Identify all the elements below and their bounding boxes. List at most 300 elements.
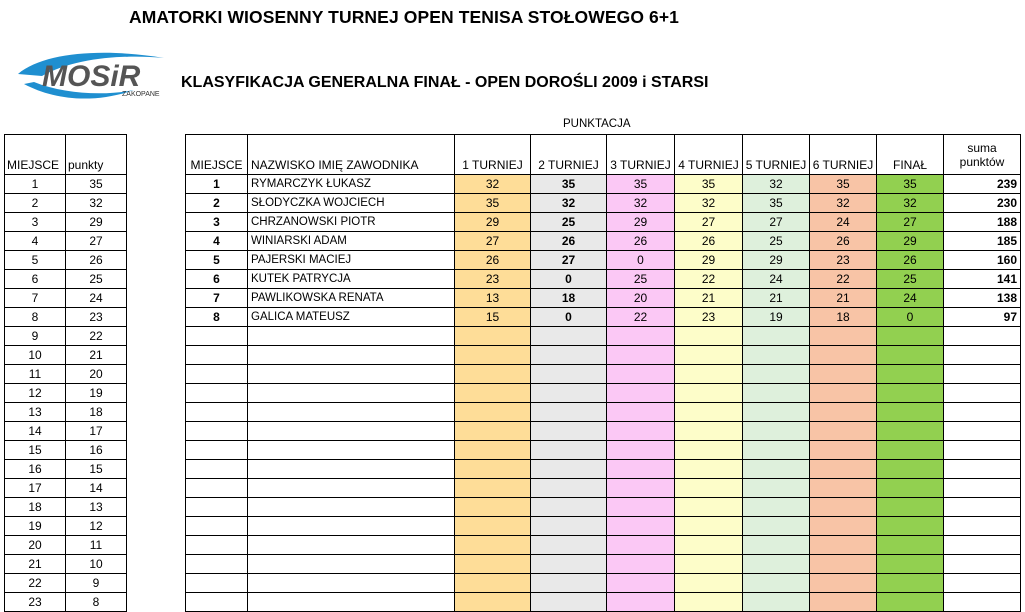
empty-cell [944, 555, 1021, 574]
empty-cell [531, 574, 607, 593]
points-row-value: 21 [66, 346, 127, 365]
points-row-value: 26 [66, 251, 127, 270]
empty-cell [675, 517, 743, 536]
tournament-1-score: 13 [455, 289, 531, 308]
points-row-value: 27 [66, 232, 127, 251]
total-points: 160 [944, 251, 1021, 270]
empty-cell [248, 346, 455, 365]
empty-cell [944, 460, 1021, 479]
player-name: PAWLIKOWSKA RENATA [248, 289, 455, 308]
tournament-5-header: 5 TURNIEJ [743, 135, 810, 175]
empty-cell [607, 574, 675, 593]
tournament-2-score: 0 [531, 270, 607, 289]
tournament-4-score: 27 [675, 213, 743, 232]
points-row [5, 175, 127, 194]
empty-row [186, 346, 1021, 365]
tournament-2-score: 27 [531, 251, 607, 270]
points-row-place: 11 [5, 365, 66, 384]
empty-cell [743, 384, 810, 403]
result-place: 4 [186, 232, 248, 251]
points-row [5, 232, 127, 251]
tournament-6-score: 22 [810, 270, 877, 289]
empty-cell [531, 403, 607, 422]
empty-cell [810, 517, 877, 536]
points-row-place: 19 [5, 517, 66, 536]
empty-cell [607, 422, 675, 441]
empty-cell [531, 536, 607, 555]
empty-cell [248, 460, 455, 479]
points-row-value: 35 [66, 175, 127, 194]
tournament-4-score: 22 [675, 270, 743, 289]
tournament-1-score: 15 [455, 308, 531, 327]
empty-cell [944, 384, 1021, 403]
points-row [5, 498, 127, 517]
empty-cell [186, 593, 248, 612]
empty-cell [743, 555, 810, 574]
empty-cell [607, 536, 675, 555]
empty-cell [743, 460, 810, 479]
tournament-1-score: 26 [455, 251, 531, 270]
points-row-value: 25 [66, 270, 127, 289]
empty-cell [810, 422, 877, 441]
empty-cell [248, 574, 455, 593]
result-place: 7 [186, 289, 248, 308]
empty-cell [877, 593, 944, 612]
empty-cell [248, 441, 455, 460]
empty-cell [607, 555, 675, 574]
points-row-value: 29 [66, 213, 127, 232]
points-row-place: 20 [5, 536, 66, 555]
tournament-1-score: 35 [455, 194, 531, 213]
empty-cell [186, 441, 248, 460]
total-points: 230 [944, 194, 1021, 213]
tournament-2-score: 25 [531, 213, 607, 232]
tournament-3-header: 3 TURNIEJ [607, 135, 675, 175]
tournament-2-score: 18 [531, 289, 607, 308]
result-row [186, 194, 1021, 213]
points-row-place: 16 [5, 460, 66, 479]
empty-cell [607, 365, 675, 384]
points-row [5, 536, 127, 555]
empty-cell [455, 574, 531, 593]
empty-row [186, 422, 1021, 441]
tournament-1-score: 29 [455, 213, 531, 232]
player-name: WINIARSKI ADAM [248, 232, 455, 251]
empty-cell [877, 403, 944, 422]
player-name: RYMARCZYK ŁUKASZ [248, 175, 455, 194]
total-points: 141 [944, 270, 1021, 289]
points-row [5, 194, 127, 213]
points-row-place: 14 [5, 422, 66, 441]
empty-cell [455, 517, 531, 536]
points-row [5, 270, 127, 289]
result-place: 2 [186, 194, 248, 213]
empty-cell [944, 403, 1021, 422]
empty-cell [607, 593, 675, 612]
tournament-6-score: 26 [810, 232, 877, 251]
points-row-value: 13 [66, 498, 127, 517]
empty-cell [248, 479, 455, 498]
empty-cell [455, 327, 531, 346]
empty-cell [607, 479, 675, 498]
total-points: 239 [944, 175, 1021, 194]
points-row [5, 251, 127, 270]
final-score: 32 [877, 194, 944, 213]
empty-cell [455, 460, 531, 479]
sum-header [944, 135, 1021, 175]
points-row [5, 441, 127, 460]
place-header: MIEJSCE [5, 135, 66, 175]
points-row [5, 327, 127, 346]
points-row-value: 24 [66, 289, 127, 308]
points-row [5, 403, 127, 422]
empty-cell [531, 479, 607, 498]
total-points: 138 [944, 289, 1021, 308]
empty-row [186, 403, 1021, 422]
result-place: 6 [186, 270, 248, 289]
points-row [5, 289, 127, 308]
empty-cell [186, 574, 248, 593]
empty-cell [810, 574, 877, 593]
points-table-header [5, 135, 127, 175]
points-row-place: 17 [5, 479, 66, 498]
empty-cell [675, 536, 743, 555]
empty-cell [944, 593, 1021, 612]
empty-cell [531, 346, 607, 365]
empty-cell [675, 460, 743, 479]
tournament-6-header: 6 TURNIEJ [810, 135, 877, 175]
result-place: 3 [186, 213, 248, 232]
points-row-place: 13 [5, 403, 66, 422]
empty-cell [531, 365, 607, 384]
result-row [186, 232, 1021, 251]
empty-cell [531, 555, 607, 574]
result-row [186, 251, 1021, 270]
empty-cell [455, 441, 531, 460]
empty-row [186, 460, 1021, 479]
tournament-2-score: 32 [531, 194, 607, 213]
empty-cell [675, 403, 743, 422]
tournament-6-score: 24 [810, 213, 877, 232]
points-row-place: 4 [5, 232, 66, 251]
tournament-1-score: 23 [455, 270, 531, 289]
empty-cell [455, 403, 531, 422]
empty-cell [944, 517, 1021, 536]
empty-cell [455, 384, 531, 403]
points-row [5, 517, 127, 536]
tournament-4-header: 4 TURNIEJ [675, 135, 743, 175]
tournament-5-score: 32 [743, 175, 810, 194]
total-points: 188 [944, 213, 1021, 232]
tournament-5-score: 35 [743, 194, 810, 213]
empty-cell [810, 441, 877, 460]
tournament-2-header: 2 TURNIEJ [531, 135, 607, 175]
empty-cell [810, 327, 877, 346]
player-name: CHRZANOWSKI PIOTR [248, 213, 455, 232]
points-row-place: 12 [5, 384, 66, 403]
tournament-4-score: 26 [675, 232, 743, 251]
points-row-place: 1 [5, 175, 66, 194]
points-row-value: 32 [66, 194, 127, 213]
empty-cell [810, 460, 877, 479]
empty-cell [186, 536, 248, 555]
tournament-3-score: 26 [607, 232, 675, 251]
empty-cell [743, 403, 810, 422]
points-row-place: 23 [5, 593, 66, 612]
place-header: MIEJSCE [186, 135, 248, 175]
result-row [186, 270, 1021, 289]
empty-cell [455, 479, 531, 498]
empty-cell [743, 593, 810, 612]
empty-row [186, 517, 1021, 536]
empty-cell [455, 365, 531, 384]
empty-cell [186, 422, 248, 441]
empty-cell [607, 441, 675, 460]
tournament-3-score: 20 [607, 289, 675, 308]
empty-cell [810, 536, 877, 555]
empty-cell [743, 479, 810, 498]
tournament-6-score: 32 [810, 194, 877, 213]
empty-cell [944, 536, 1021, 555]
empty-cell [675, 574, 743, 593]
tournament-6-score: 35 [810, 175, 877, 194]
empty-cell [607, 327, 675, 346]
empty-cell [248, 327, 455, 346]
empty-cell [810, 555, 877, 574]
points-row-place: 21 [5, 555, 66, 574]
points-row-place: 5 [5, 251, 66, 270]
tournament-3-score: 32 [607, 194, 675, 213]
points-row-value: 16 [66, 441, 127, 460]
empty-cell [248, 593, 455, 612]
points-row-value: 17 [66, 422, 127, 441]
scoring-group-label: PUNKTACJA [563, 118, 631, 130]
tournament-3-score: 0 [607, 251, 675, 270]
empty-cell [186, 555, 248, 574]
points-row-place: 22 [5, 574, 66, 593]
empty-cell [944, 441, 1021, 460]
empty-cell [877, 498, 944, 517]
points-row-value: 20 [66, 365, 127, 384]
tournament-4-score: 29 [675, 251, 743, 270]
empty-row [186, 555, 1021, 574]
tournament-4-score: 32 [675, 194, 743, 213]
empty-cell [607, 460, 675, 479]
empty-cell [607, 517, 675, 536]
empty-cell [944, 498, 1021, 517]
final-score: 35 [877, 175, 944, 194]
empty-cell [944, 346, 1021, 365]
empty-cell [675, 422, 743, 441]
tournament-5-score: 19 [743, 308, 810, 327]
points-row-value: 8 [66, 593, 127, 612]
points-row-value: 23 [66, 308, 127, 327]
final-header: FINAŁ [877, 135, 944, 175]
empty-cell [944, 365, 1021, 384]
player-name: KUTEK PATRYCJA [248, 270, 455, 289]
points-row [5, 422, 127, 441]
empty-cell [877, 422, 944, 441]
tournament-4-score: 35 [675, 175, 743, 194]
empty-cell [877, 365, 944, 384]
empty-cell [877, 441, 944, 460]
empty-cell [248, 384, 455, 403]
empty-cell [455, 593, 531, 612]
points-row-place: 9 [5, 327, 66, 346]
points-row [5, 479, 127, 498]
empty-cell [455, 498, 531, 517]
name-header: NAZWISKO IMIĘ ZAWODNIKA [248, 135, 455, 175]
tournament-5-score: 24 [743, 270, 810, 289]
tournament-5-score: 27 [743, 213, 810, 232]
tournament-1-header: 1 TURNIEJ [455, 135, 531, 175]
points-row-place: 3 [5, 213, 66, 232]
player-name: PAJERSKI MACIEJ [248, 251, 455, 270]
points-row-value: 10 [66, 555, 127, 574]
empty-cell [531, 517, 607, 536]
empty-cell [743, 574, 810, 593]
empty-cell [186, 346, 248, 365]
final-score: 0 [877, 308, 944, 327]
empty-row [186, 593, 1021, 612]
empty-cell [186, 498, 248, 517]
page-subtitle: KLASYFIKACJA GENERALNA FINAŁ - OPEN DOROŚLI 2009 i STARSI [181, 74, 709, 91]
empty-cell [248, 498, 455, 517]
final-score: 26 [877, 251, 944, 270]
tournament-6-score: 18 [810, 308, 877, 327]
empty-cell [675, 498, 743, 517]
empty-cell [810, 403, 877, 422]
points-row-place: 6 [5, 270, 66, 289]
points-row [5, 555, 127, 574]
total-points: 185 [944, 232, 1021, 251]
points-row-place: 10 [5, 346, 66, 365]
empty-cell [531, 422, 607, 441]
points-row-place: 18 [5, 498, 66, 517]
empty-cell [186, 460, 248, 479]
empty-row [186, 536, 1021, 555]
points-row-value: 15 [66, 460, 127, 479]
empty-cell [675, 479, 743, 498]
page-title: AMATORKI WIOSENNY TURNEJ OPEN TENISA STOŁOWEGO 6+1 [129, 7, 680, 27]
points-row [5, 384, 127, 403]
result-place: 1 [186, 175, 248, 194]
empty-cell [607, 346, 675, 365]
empty-cell [810, 593, 877, 612]
empty-cell [743, 365, 810, 384]
points-row [5, 365, 127, 384]
result-row [186, 175, 1021, 194]
empty-cell [877, 384, 944, 403]
result-row [186, 213, 1021, 232]
points-row-place: 8 [5, 308, 66, 327]
empty-cell [743, 536, 810, 555]
empty-cell [810, 384, 877, 403]
svg-text:MOSiR: MOSiR [42, 60, 141, 93]
tournament-5-score: 25 [743, 232, 810, 251]
empty-cell [675, 441, 743, 460]
player-name: SŁODYCZKA WOJCIECH [248, 194, 455, 213]
empty-cell [877, 574, 944, 593]
points-row [5, 593, 127, 612]
sum-header-line2: punktów [959, 154, 1005, 169]
empty-cell [607, 384, 675, 403]
empty-cell [248, 555, 455, 574]
points-table [4, 134, 127, 612]
points-row-value: 11 [66, 536, 127, 555]
final-score: 25 [877, 270, 944, 289]
points-row-value: 14 [66, 479, 127, 498]
empty-cell [675, 346, 743, 365]
empty-cell [248, 517, 455, 536]
empty-cell [877, 460, 944, 479]
result-place: 8 [186, 308, 248, 327]
empty-cell [248, 422, 455, 441]
tournament-3-score: 25 [607, 270, 675, 289]
points-row [5, 213, 127, 232]
empty-cell [186, 384, 248, 403]
empty-cell [810, 365, 877, 384]
empty-cell [186, 403, 248, 422]
tournament-6-score: 23 [810, 251, 877, 270]
empty-cell [186, 327, 248, 346]
result-row [186, 289, 1021, 308]
empty-row [186, 384, 1021, 403]
empty-cell [248, 403, 455, 422]
empty-cell [877, 555, 944, 574]
empty-cell [531, 593, 607, 612]
empty-cell [186, 517, 248, 536]
points-header: punkty [66, 135, 127, 175]
points-row-value: 12 [66, 517, 127, 536]
tournament-2-score: 26 [531, 232, 607, 251]
empty-cell [944, 479, 1021, 498]
final-score: 29 [877, 232, 944, 251]
points-row-value: 9 [66, 574, 127, 593]
empty-cell [675, 327, 743, 346]
empty-cell [248, 536, 455, 555]
points-row [5, 460, 127, 479]
player-name: GALICA MATEUSZ [248, 308, 455, 327]
empty-row [186, 479, 1021, 498]
empty-cell [877, 479, 944, 498]
points-row-place: 7 [5, 289, 66, 308]
empty-cell [186, 365, 248, 384]
empty-cell [743, 517, 810, 536]
empty-cell [743, 498, 810, 517]
points-row-place: 2 [5, 194, 66, 213]
empty-cell [877, 517, 944, 536]
tournament-3-score: 35 [607, 175, 675, 194]
empty-cell [675, 384, 743, 403]
points-row-value: 18 [66, 403, 127, 422]
empty-cell [455, 536, 531, 555]
points-row-value: 19 [66, 384, 127, 403]
points-row-value: 22 [66, 327, 127, 346]
tournament-4-score: 23 [675, 308, 743, 327]
empty-row [186, 498, 1021, 517]
tournament-5-score: 21 [743, 289, 810, 308]
points-row-place: 15 [5, 441, 66, 460]
empty-cell [675, 365, 743, 384]
empty-cell [607, 403, 675, 422]
empty-row [186, 327, 1021, 346]
empty-cell [944, 422, 1021, 441]
empty-row [186, 365, 1021, 384]
empty-cell [877, 536, 944, 555]
empty-cell [675, 555, 743, 574]
sum-header-line1: suma [967, 140, 997, 155]
